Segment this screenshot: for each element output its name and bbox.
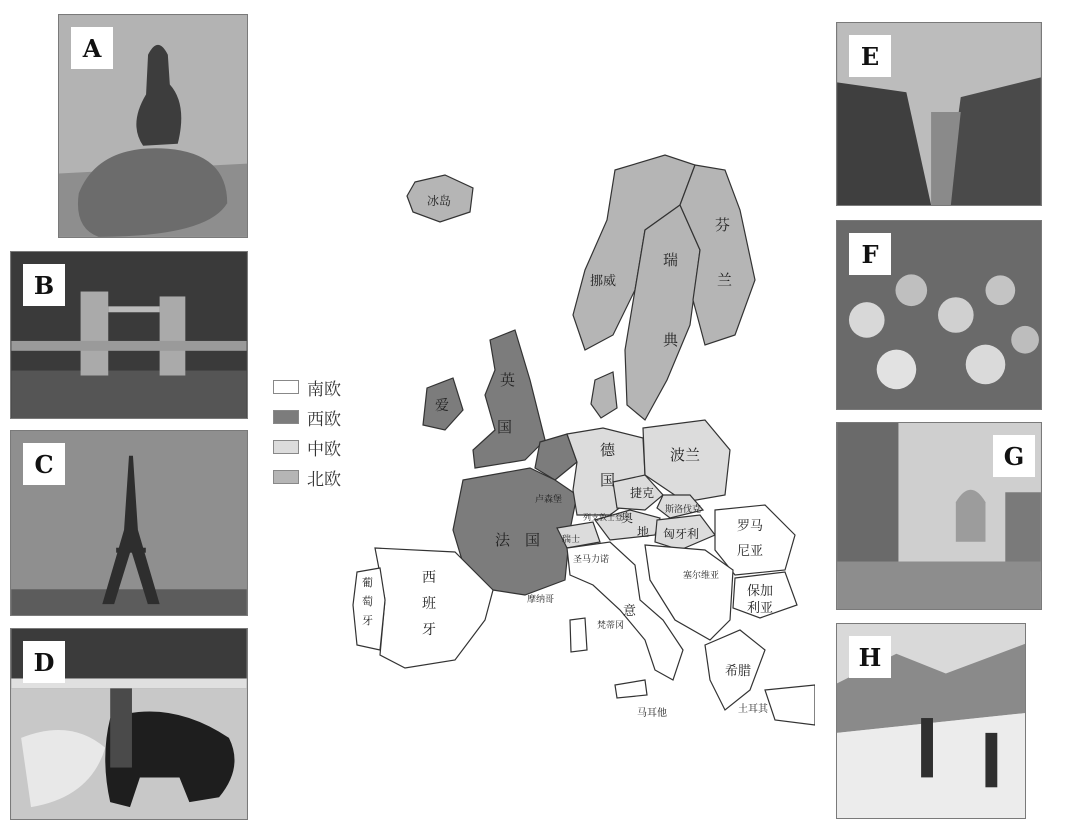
map-label-italy: 意 bbox=[623, 604, 637, 619]
photo-d bbox=[10, 628, 248, 820]
map-label-slovakia: 斯洛伐克 bbox=[665, 505, 702, 515]
map-label-portugal-3: 牙 bbox=[362, 614, 373, 627]
map-label-norway: 挪威 bbox=[590, 274, 617, 289]
legend-label-central: 中欧 bbox=[307, 439, 341, 460]
map-label-iceland: 冰岛 bbox=[427, 194, 452, 208]
photo-label-e: E bbox=[849, 35, 891, 77]
map-label-turkey: 土耳其 bbox=[738, 704, 768, 715]
map-label-luxembourg: 卢森堡 bbox=[535, 495, 563, 505]
photo-label-h: H bbox=[849, 636, 891, 678]
map-label-serbia: 塞尔维亚 bbox=[683, 571, 720, 581]
photo-f bbox=[836, 220, 1042, 410]
map-region-uk bbox=[473, 330, 545, 468]
map-label-portugal-1: 葡 bbox=[362, 576, 373, 589]
map-label-finland-2: 兰 bbox=[717, 271, 733, 289]
map-label-romania-1: 罗马 bbox=[737, 519, 764, 534]
map-label-vatican: 梵蒂冈 bbox=[597, 621, 625, 631]
map-label-spain-3: 牙 bbox=[422, 622, 436, 638]
map-label-czech: 捷克 bbox=[630, 486, 655, 500]
map-label-switzerland: 瑞士 bbox=[562, 535, 581, 545]
photo-label-d: D bbox=[23, 641, 65, 683]
photo-g bbox=[836, 422, 1042, 610]
map-label-france-2: 国 bbox=[525, 531, 541, 549]
map-label-poland: 波兰 bbox=[670, 446, 701, 464]
map-label-malta: 马耳他 bbox=[637, 708, 667, 719]
map-label-uk-2: 国 bbox=[497, 418, 513, 436]
europe-region-map bbox=[345, 150, 815, 730]
legend-swatch-north bbox=[273, 470, 299, 484]
photo-label-g: G bbox=[993, 435, 1035, 477]
legend-swatch-south bbox=[273, 380, 299, 394]
legend-label-west: 西欧 bbox=[307, 409, 341, 430]
map-label-bulgaria-2: 利亚 bbox=[747, 601, 774, 616]
photo-h bbox=[836, 623, 1026, 819]
map-label-greece: 希腊 bbox=[725, 664, 752, 679]
map-label-ireland: 爱 bbox=[435, 398, 449, 414]
photo-label-c: C bbox=[23, 443, 65, 485]
map-label-portugal-2: 萄 bbox=[362, 595, 373, 608]
photo-b bbox=[10, 251, 248, 419]
photo-a bbox=[58, 14, 248, 238]
photo-c bbox=[10, 430, 248, 616]
legend-label-north: 北欧 bbox=[307, 469, 341, 490]
map-label-sweden-2: 典 bbox=[663, 331, 679, 349]
map-label-finland-1: 芬 bbox=[715, 216, 731, 234]
map-label-austria-2: 地 bbox=[637, 525, 650, 539]
legend-swatch-central bbox=[273, 440, 299, 454]
photo-label-a: A bbox=[71, 27, 113, 69]
map-label-bulgaria-1: 保加 bbox=[747, 584, 774, 599]
map-label-france-1: 法 bbox=[495, 531, 511, 549]
map-label-liechtenstein: 列支敦士登 bbox=[583, 513, 623, 522]
map-region-sardinia bbox=[570, 618, 587, 652]
photo-e bbox=[836, 22, 1042, 206]
map-region-romania bbox=[715, 505, 795, 575]
map-label-austria-1: 奥 bbox=[621, 511, 634, 525]
map-region-denmark bbox=[591, 372, 617, 418]
map-label-hungary: 匈牙利 bbox=[663, 527, 700, 541]
map-label-romania-2: 尼亚 bbox=[737, 544, 764, 559]
map-label-san-marino: 圣马力诺 bbox=[573, 555, 610, 565]
map-region-sicily bbox=[615, 680, 647, 698]
photo-label-b: B bbox=[23, 264, 65, 306]
map-label-germany-1: 德 bbox=[600, 441, 616, 459]
map-label-sweden-1: 瑞 bbox=[663, 251, 679, 269]
photo-label-f: F bbox=[849, 233, 891, 275]
legend-swatch-west bbox=[273, 410, 299, 424]
map-label-spain-1: 西 bbox=[422, 570, 436, 586]
map-label-uk-1: 英 bbox=[500, 371, 516, 389]
map-label-germany-2: 国 bbox=[600, 471, 616, 489]
legend-label-south: 南欧 bbox=[307, 379, 341, 400]
map-region-turkey bbox=[765, 685, 815, 725]
map-label-spain-2: 班 bbox=[422, 596, 436, 612]
map-label-monaco: 摩纳哥 bbox=[527, 595, 555, 605]
